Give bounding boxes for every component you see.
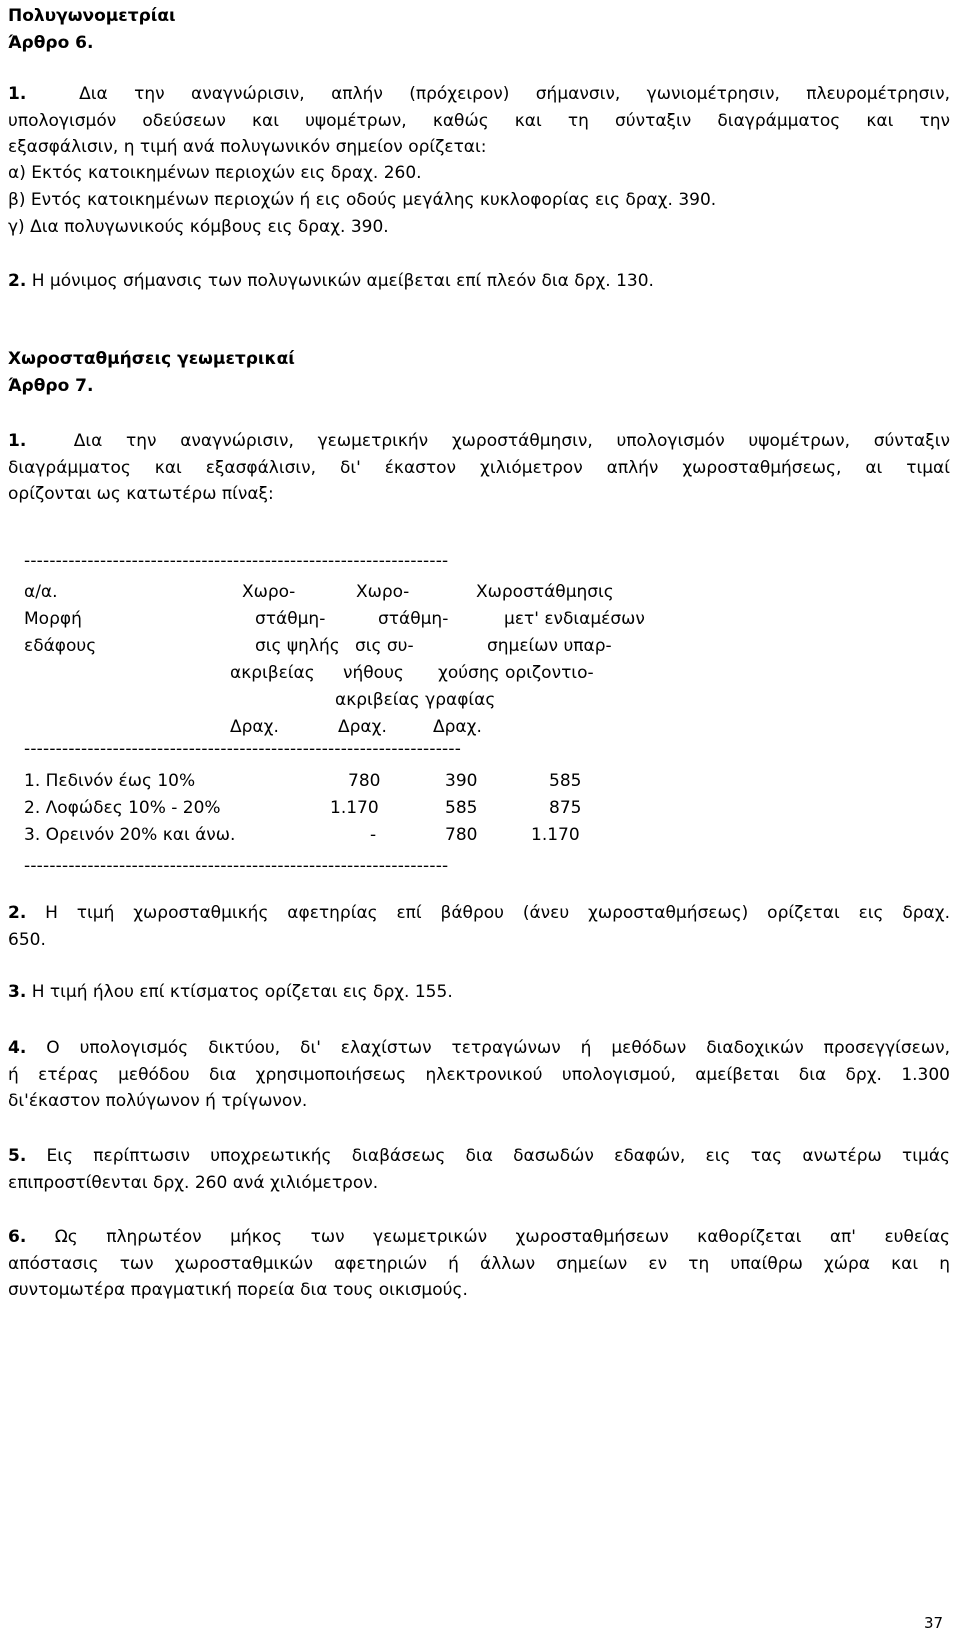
paragraph-line: υπολογισμόν οδεύσεων και υψομέτρων, καθώς και τη σύνταξιν διαγράμματος και την (8, 110, 950, 131)
table-header-c1: εδάφους (24, 636, 97, 656)
table-header-c1: α/α. (24, 582, 58, 602)
table-row-label: 1. Πεδινόν έως 10% (24, 771, 196, 791)
paragraph-line: δι'έκαστον πολύγωνον ή τρίγωνον. (8, 1091, 308, 1111)
paragraph-7-4 (8, 1035, 950, 1115)
table-header-c4: Χωροστάθμησις (476, 582, 614, 602)
paragraph-line: διαγράμματος και εξασφάλισιν, δι' έκαστον χιλιόμετρον απλήν χωροσταθμήσεως, αι τιμαί (8, 457, 950, 478)
paragraph-number: 4. (8, 1038, 27, 1058)
table-header-c4: ακριβείας γραφίας (335, 690, 496, 710)
list-item-b: β) Εντός κατοικημένων περιοχών ή εις οδούς μεγάλης κυκλοφορίας εις δραχ. 390. (8, 190, 717, 210)
table-cell: 585 (445, 798, 478, 818)
table-header-c2: Χωρο- (242, 582, 296, 602)
article-heading-7: Άρθρο 7. (8, 376, 94, 396)
table-header-c3: σις συ- (355, 636, 414, 656)
paragraph-line: συντομωτέρα πραγματική πορεία δια τους οικισμούς. (8, 1280, 468, 1300)
table-header-unit: Δραχ. (230, 717, 279, 737)
table-cell: - (370, 825, 377, 845)
paragraph-6-2 (8, 270, 654, 292)
list-item-a: α) Εκτός κατοικημένων περιοχών εις δραχ. 260. (8, 163, 422, 183)
paragraph-line: 650. (8, 929, 46, 950)
section-title-levelling: Χωροσταθμήσεις γεωμετρικαί (8, 349, 295, 369)
table-cell: 1.170 (330, 798, 379, 818)
paragraph-number: 3. (8, 982, 27, 1002)
table-cell: 390 (445, 771, 478, 791)
paragraph-number: 5. (8, 1146, 27, 1166)
paragraph-line: Ο υπολογισμός δικτύου, δι' ελαχίστων τετραγώνων ή μεθόδων διαδοχικών προσεγγίσεων, (46, 1038, 951, 1058)
table-header-c1: Μορφή (24, 609, 82, 629)
table-header-c4: χούσης οριζοντιο- (438, 663, 594, 683)
paragraph-7-2 (8, 900, 950, 953)
table-cell: 780 (445, 825, 478, 845)
table-cell: 1.170 (531, 825, 580, 845)
paragraph-7-3 (8, 981, 453, 1003)
paragraph-6-1 (8, 81, 950, 161)
section-title-polygonometry: Πολυγωνομετρίαι (8, 6, 176, 26)
table-header-unit: Δραχ. (338, 717, 387, 737)
paragraph-line: εξασφάλισιν, η τιμή ανά πολυγωνικόν σημείον ορίζεται: (8, 137, 487, 157)
table-header-c4: σημείων υπαρ- (487, 636, 612, 656)
paragraph-text: Η τιμή ήλου επί κτίσματος ορίζεται εις δρχ. 155. (31, 982, 453, 1002)
table-header-c3: στάθμη- (378, 609, 449, 629)
paragraph-7-1 (8, 428, 950, 508)
table-rule-top: ------------------------------------------------------------------- (24, 551, 449, 571)
paragraph-line: απόστασις των χωροσταθμικών αφετηριών ή άλλων σημείων εν τη υπαίθρω χώρα και η (8, 1253, 950, 1274)
table-rule-mid: --------------------------------------------------------------------- (24, 739, 462, 759)
table-cell: 585 (549, 771, 582, 791)
paragraph-line: Η τιμή χωροσταθμικής αφετηρίας επί βάθρου (άνευ χωροσταθμήσεως) ορίζεται εις δραχ. (45, 903, 950, 923)
paragraph-line: Εις περίπτωσιν υποχρεωτικής διαβάσεως δια δασωδών εδαφών, εις τας ανωτέρω τιμάς (46, 1146, 951, 1166)
paragraph-text: Η μόνιμος σήμανσις των πολυγωνικών αμείβεται επί πλεόν δια δρχ. 130. (31, 271, 654, 291)
paragraph-line: Δια την αναγνώρισιν, απλήν (πρόχειρον) σήμανσιν, γωνιομέτρησιν, πλευρομέτρησιν, (79, 84, 951, 104)
paragraph-number: 1. (8, 84, 27, 104)
table-cell: 875 (549, 798, 582, 818)
table-header-c2: στάθμη- (255, 609, 326, 629)
list-item-c: γ) Δια πολυγωνικούς κόμβους εις δραχ. 390. (8, 217, 389, 237)
paragraph-line: Δια την αναγνώρισιν, γεωμετρικήν χωροστάθμησιν, υπολογισμόν υψομέτρων, σύνταξιν (73, 431, 950, 451)
paragraph-7-6 (8, 1224, 950, 1304)
paragraph-line: ή ετέρας μεθόδου δια χρησιμοποιήσεως ηλεκτρονικού υπολογισμού, αμείβεται δια δρχ. 1.300 (8, 1064, 950, 1085)
table-header-c2: σις ψηλής (255, 636, 340, 656)
table-header-c4: μετ' ενδιαμέσων (504, 609, 645, 629)
table-header-unit: Δραχ. (433, 717, 482, 737)
paragraph-7-5 (8, 1143, 950, 1196)
table-cell: 780 (348, 771, 381, 791)
paragraph-line: ορίζονται ως κατωτέρω πίναξ: (8, 484, 274, 504)
paragraph-number: 6. (8, 1227, 27, 1247)
paragraph-number: 1. (8, 431, 27, 451)
paragraph-number: 2. (8, 903, 27, 923)
paragraph-number: 2. (8, 271, 27, 291)
table-header-c3: Χωρο- (356, 582, 410, 602)
table-row-label: 3. Ορεινόν 20% και άνω. (24, 825, 236, 845)
table-header-c2: ακριβείας (230, 663, 315, 683)
paragraph-line: επιπροστίθενται δρχ. 260 ανά χιλιόμετρον. (8, 1172, 379, 1193)
table-row-label: 2. Λοφώδες 10% - 20% (24, 798, 221, 818)
table-header-c3: νήθους (343, 663, 404, 683)
paragraph-line: Ως πληρωτέον μήκος των γεωμετρικών χωροσταθμήσεων καθορίζεται απ' ευθείας (54, 1227, 950, 1247)
page-number: 37 (924, 1614, 944, 1632)
table-rule-bottom: ------------------------------------------------------------------- (24, 856, 449, 876)
article-heading-6: Άρθρο 6. (8, 33, 94, 53)
